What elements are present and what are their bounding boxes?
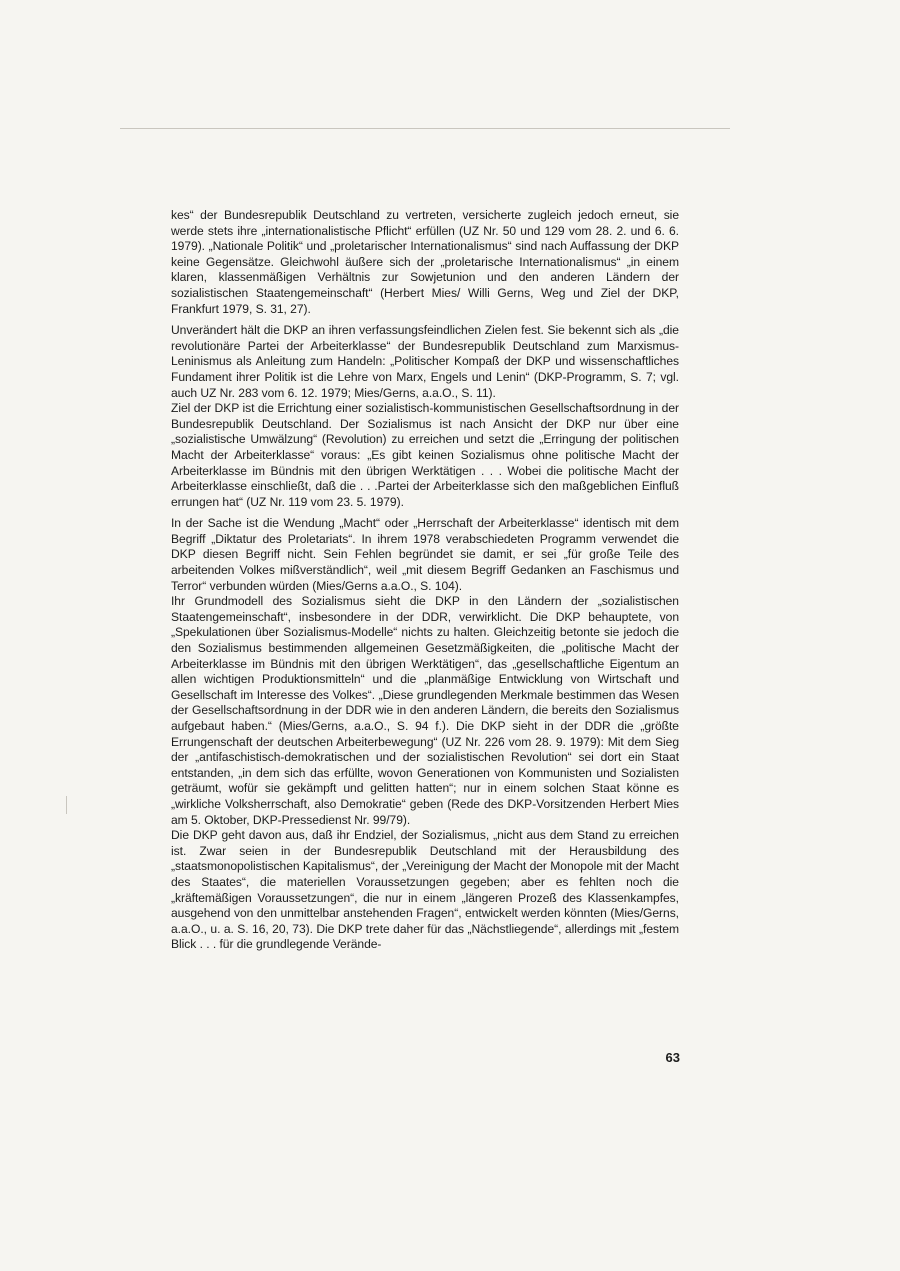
paragraph-4: In der Sache ist die Wendung „Macht“ oder „Herrschaft der Arbeiterklasse“ identisch mit dem Begriff „Diktatur des Proletariats“. In ihrem 1978 verabschiedeten Programm verwendet die DKP diesen Begriff nicht. Sein Fehlen begründet sie damit, er sei „für große Teile des arbeitenden Volkes mißverständlich“, weil „mit diesem Begriff Gedanken an Faschismus und Terror“ verbunden würden (Mies/Gerns a.a.O., S. 104). — [171, 516, 679, 593]
margin-mark — [66, 796, 67, 814]
top-rule — [120, 128, 730, 129]
page-number: 63 — [665, 1050, 680, 1065]
body-text — [171, 208, 679, 953]
paragraph-2: Unverändert hält die DKP an ihren verfassungsfeindlichen Zielen fest. Sie bekennt sich als „die revolutionäre Partei der Arbeiterklasse“ der Bundesrepublik Deutschland zum Marxismus-Leninismus als Anleitung zum Handeln: „Politischer Kompaß der DKP und wissenschaftliches Fundament ihrer Politik ist die Lehre von Marx, Engels und Lenin“ (DKP-Programm, S. 7; vgl. auch UZ Nr. 283 vom 6. 12. 1979; Mies/Gerns, a.a.O., S. 11). — [171, 323, 679, 400]
paragraph-1: kes“ der Bundesrepublik Deutschland zu vertreten, versicherte zugleich jedoch erneut, sie werde stets ihre „internationalistische Pflicht“ erfüllen (UZ Nr. 50 und 129 vom 28. 2. und 6. 6. 1979). „Nationale Politik“ und „proletarischer Internationalismus“ sind nach Auffassung der DKP keine Gegensätze. Gleichwohl äußere sich der „proletarische Internationalismus“ „in einem klaren, klassenmäßigen Verhältnis zur Sowjetunion und den anderen Ländern der sozialistischen Staatengemeinschaft“ (Herbert Mies/ Willi Gerns, Weg und Ziel der DKP, Frankfurt 1979, S. 31, 27). — [171, 208, 679, 316]
paragraph-3: Ziel der DKP ist die Errichtung einer sozialistisch-kommunistischen Gesellschaftsordnung in der Bundesrepublik Deutschland. Der Sozialismus ist nach Ansicht der DKP nur über eine „sozialistische Umwälzung“ (Revolution) zu erreichen und setzt die „Erringung der politischen Macht der Arbeiterklasse“ voraus: „Es gibt keinen Sozialismus ohne politische Macht der Arbeiterklasse im Bündnis mit den übrigen Werktätigen . . . Wobei die politische Macht der Arbeiterklasse einschließt, daß die . . .Partei der Arbeiterklasse sich den maßgeblichen Einfluß errungen hat“ (UZ Nr. 119 vom 23. 5. 1979). — [171, 401, 679, 509]
paragraph-6: Die DKP geht davon aus, daß ihr Endziel, der Sozialismus, „nicht aus dem Stand zu erreichen ist. Zwar seien in der Bundesrepublik Deutschland mit der Herausbildung des „staatsmonopolistischen Kapitalismus“, der „Vereinigung der Macht der Monopole mit der Macht des Staates“, die materiellen Voraussetzungen gegeben; aber es fehlten noch die „kräftemäßigen Voraussetzungen“, die nur in einem „längeren Prozeß des Klassenkampfes, ausgehend von den unmittelbar anstehenden Fragen“, entwickelt werden könnten (Mies/Gerns, a.a.O., u. a. S. 16, 20, 73). Die DKP trete daher für das „Nächstliegende“, allerdings mit „festem Blick . . . für die grundlegende Verände- — [171, 828, 679, 952]
paragraph-5: Ihr Grundmodell des Sozialismus sieht die DKP in den Ländern der „sozialistischen Staatengemeinschaft“, insbesondere in der DDR, verwirklicht. Die DKP behauptete, von „Spekulationen über Sozialismus-Modelle“ nichts zu halten. Gleichzeitig betonte sie jedoch die den Sozialismus bestimmenden allgemeinen Gesetzmäßigkeiten, die „politische Macht der Arbeiterklasse im Bündnis mit den übrigen Werktätigen“, das „gesellschaftliche Eigentum an allen wichtigen Produktionsmitteln“ und die „planmäßige Entwicklung von Wirtschaft und Gesellschaft im Interesse des Volkes“. „Diese grundlegenden Merkmale bestimmen das Wesen der Gesellschaftsordnung in der DDR wie in den anderen Ländern, die bereits den Sozialismus aufgebaut haben.“ (Mies/Gerns, a.a.O., S. 94 f.). Die DKP sieht in der DDR die „größte Errungenschaft der deutschen Arbeiterbewegung“ (UZ Nr. 226 vom 28. 9. 1979): Mit dem Sieg der „antifaschistisch-demokratischen und der sozialistischen Revolution“ sei dort ein Staat entstanden, „in dem sich das erfüllte, wovon Generationen von Kommunisten und Sozialisten geträumt, wofür sie gekämpft und gelitten hatten“; nur in einem solchen Staat könne es „wirkliche Volksherrschaft, also Demokratie“ geben (Rede des DKP-Vorsitzenden Herbert Mies am 5. Oktober, DKP-Pressedienst Nr. 99/79). — [171, 594, 679, 827]
